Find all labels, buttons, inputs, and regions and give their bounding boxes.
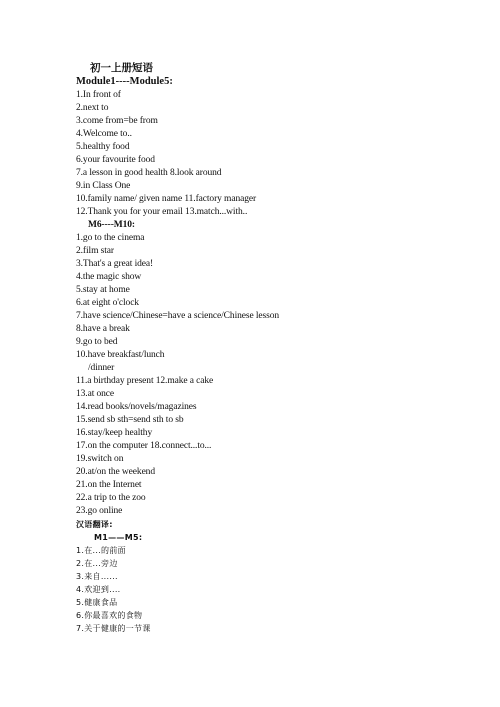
phrase-line: 13.at once xyxy=(76,389,115,399)
phrase-line: 1.go to the cinema xyxy=(76,233,145,243)
translation-subheading: M1——M5: xyxy=(94,533,143,542)
phrase-line: 10.family name/ given name 11.factory manager xyxy=(76,194,257,204)
phrase-line: 1.In front of xyxy=(76,90,121,100)
phrase-line: 6.your favourite food xyxy=(76,155,155,165)
translation-line: 5.健康食品 xyxy=(76,598,118,607)
phrase-line: 6.at eight o'clock xyxy=(76,298,139,308)
translation-heading: 汉语翻译: xyxy=(76,520,113,529)
phrase-line: 4.the magic show xyxy=(76,272,142,282)
translation-line: 6.你最喜欢的食物 xyxy=(76,611,143,620)
phrase-line: 23.go online xyxy=(76,506,123,516)
phrase-line: 12.Thank you for your email 13.match...with.. xyxy=(76,207,248,217)
phrase-line: 22.a trip to the zoo xyxy=(76,493,146,503)
translation-line: 7.关于健康的一节课 xyxy=(76,624,151,633)
translation-line: 1.在...的前面 xyxy=(76,546,126,555)
phrase-line: 2.film star xyxy=(76,246,114,256)
phrase-line: 4.Welcome to.. xyxy=(76,129,132,139)
phrase-line: 10.have breakfast/lunch xyxy=(76,350,165,360)
phrase-line-continuation: /dinner xyxy=(88,363,115,373)
translation-line: 4.欢迎到.... xyxy=(76,585,121,594)
phrase-line: 9.go to bed xyxy=(76,337,118,347)
phrase-line: 19.switch on xyxy=(76,454,124,464)
translation-line: 2.在...旁边 xyxy=(76,559,118,568)
phrase-line: 14.read books/novels/magazines xyxy=(76,402,197,412)
phrase-line: 9.in Class One xyxy=(76,181,131,191)
phrase-line: 3.That's a great idea! xyxy=(76,259,154,269)
module-heading: Module1----Module5: xyxy=(76,76,173,87)
phrase-line: 15.send sb sth=send sth to sb xyxy=(76,415,184,425)
phrase-line: 17.on the computer 18.connect...to... xyxy=(76,441,212,451)
section-heading: M6----M10: xyxy=(88,220,136,230)
phrase-line: 7.have science/Chinese=have a science/Chinese lesson xyxy=(76,311,280,321)
page-title: 初一上册短语 xyxy=(90,62,153,74)
chinese-translation-section xyxy=(76,518,279,635)
phrase-line: 3.come from=be from xyxy=(76,116,158,126)
phrase-line: 8.have a break xyxy=(76,324,130,334)
phrase-line: 21.on the Internet xyxy=(76,480,142,490)
phrase-line: 20.at/on the weekend xyxy=(76,467,155,477)
phrase-line: 2.next to xyxy=(76,103,109,113)
phrase-list xyxy=(76,89,279,635)
phrase-line: 7.a lesson in good health 8.look around xyxy=(76,168,222,178)
phrase-line: 5.healthy food xyxy=(76,142,130,152)
translation-line: 3.来自...... xyxy=(76,572,118,581)
phrase-line: 5.stay at home xyxy=(76,285,130,295)
phrase-line: 11.a birthday present 12.make a cake xyxy=(76,376,214,386)
phrase-line: 16.stay/keep healthy xyxy=(76,428,153,438)
